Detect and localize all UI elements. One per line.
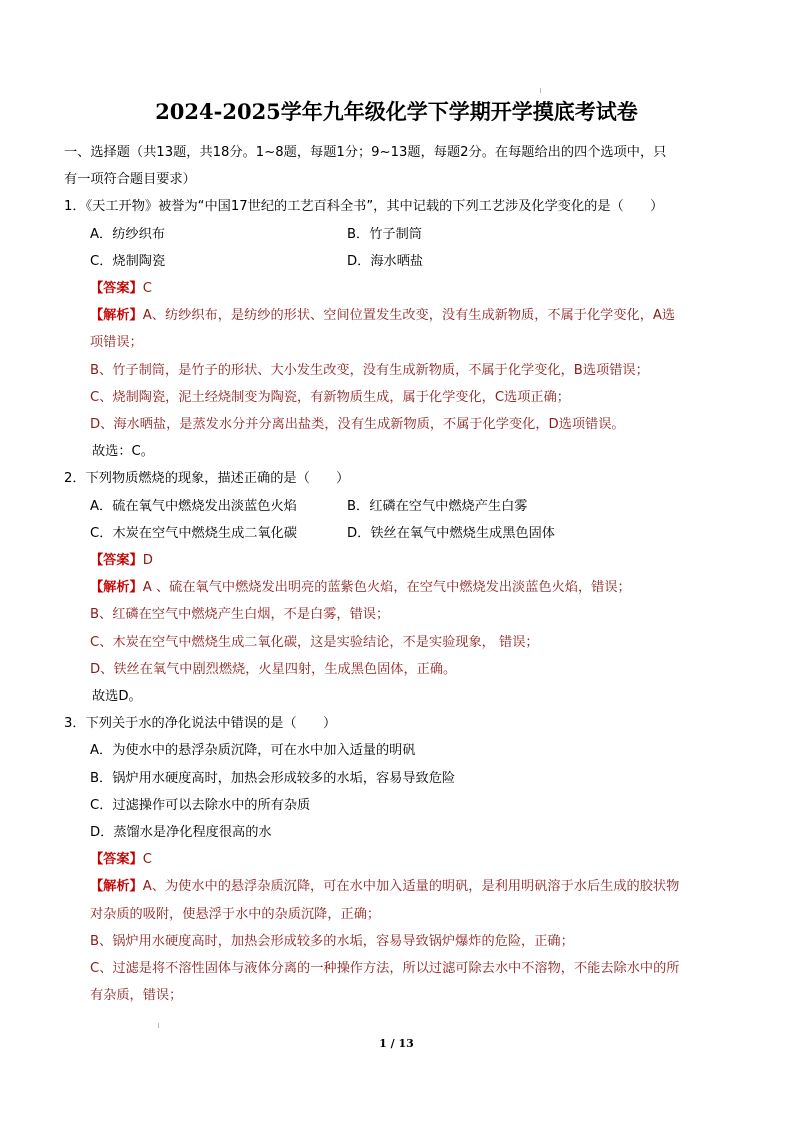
q2-option-b: B．红磷在空气中燃烧产生白雾 (347, 498, 528, 514)
q2-answer-label: 【答案】 (90, 553, 143, 569)
page-number: 1 / 13 (379, 1037, 414, 1050)
q1-analysis-3: C、烧制陶瓷，泥土经烧制变为陶瓷，有新物质生成，属于化学变化，C选项正确； (90, 389, 570, 405)
q3-stem: 3．下列关于水的净化说法中错误的是（ ） (64, 716, 337, 732)
q1-analysis-1b: 项错误； (90, 335, 143, 351)
q3-analysis-1b: 对杂质的吸附，使悬浮于水中的杂质沉降，正确； (90, 906, 381, 922)
q1-option-b: B．竹子制筒 (347, 226, 422, 242)
q3-analysis-3b: 有杂质，错误； (90, 988, 183, 1004)
q2-analysis-1 (64, 574, 734, 601)
q1-conclusion: 故选：C。 (92, 444, 154, 460)
q3-answer-value: C (142, 852, 152, 868)
q1-analysis-4: D、海水晒盐，是蒸发水分并分离出盐类，没有生成新物质，不属于化学变化，D选项错误。 (90, 417, 625, 433)
q3-option-c: C．过滤操作可以去除水中的所有杂质 (90, 797, 311, 813)
q2-analysis-2: B、红磷在空气中燃烧产生白烟，不是白雾，错误； (90, 607, 390, 623)
q1-option-a: A．纺纱织布 (90, 226, 165, 242)
q2-answer-value: D (142, 553, 153, 569)
q3-analysis-text-1: A、为使水中的悬浮杂质沉降，可在水中加入适量的明矾，是利用明矾溶于水后生成的胶状物 (142, 879, 680, 895)
q2-option-d: D．铁丝在氧气中燃烧生成黑色固体 (347, 525, 555, 541)
scan-mark-bottom (158, 1023, 159, 1028)
q1-analysis-1 (64, 302, 734, 329)
q1-answer (64, 275, 734, 302)
q3-answer (64, 846, 734, 873)
q2-stem: 2．下列物质燃烧的现象，描述正确的是（ ） (64, 471, 350, 487)
q3-option-b: B．锅炉用水硬度高时，加热会形成较多的水垢，容易导致危险 (90, 770, 456, 786)
q2-answer (64, 547, 734, 574)
q2-analysis-3: C、木炭在空气中燃烧生成二氧化碳，这是实验结论，不是实验现象， 错误； (90, 634, 539, 650)
q3-answer-label: 【答案】 (90, 852, 143, 868)
q3-analysis-1 (64, 873, 734, 900)
q2-options-row2 (64, 520, 734, 547)
q3-analysis-2: B、锅炉用水硬度高时，加热会形成较多的水垢，容易导致锅炉爆炸的危险，正确； (90, 933, 574, 949)
q2-analysis-4: D、铁丝在氧气中剧烈燃烧，火星四射，生成黑色固体，正确。 (90, 661, 457, 677)
q1-answer-value: C (142, 281, 152, 297)
q2-analysis-text-1: A 、硫在氧气中燃烧发出明亮的蓝紫色火焰，在空气中燃烧发出淡蓝色火焰，错误； (142, 580, 631, 596)
q3-analysis-3: C、过滤是将不溶性固体与液体分离的一种操作方法，所以过滤可除去水中不溶物，不能去除水中的所 (90, 961, 680, 977)
section-heading-line2: 有一项符合题目要求） (64, 172, 196, 188)
q2-conclusion: 故选D。 (92, 689, 142, 705)
q1-answer-label: 【答案】 (90, 281, 143, 297)
q1-option-d: D．海水晒盐 (347, 253, 424, 269)
section-heading-line1: 一、选择题（共13题，共18分。1~8题，每题1分；9~13题，每题2分。在每题给出的四个选项中，只 (64, 145, 667, 160)
q1-options-row2 (64, 248, 734, 275)
scan-mark-top (540, 88, 541, 93)
q1-option-c: C．烧制陶瓷 (90, 253, 166, 269)
q1-options-row1 (64, 221, 734, 248)
q1-stem: 1．《天工开物》被誉为“中国17世纪的工艺百科全书”，其中记载的下列工艺涉及化学变化的是（ ） (64, 199, 664, 215)
q1-analysis-2: B、竹子制筒，是竹子的形状、大小发生改变，没有生成新物质，不属于化学变化，B选项错误； (90, 362, 649, 378)
q3-analysis-label: 【解析】 (90, 879, 143, 895)
page-title: 2024-2025学年九年级化学下学期开学摸底考试卷 (155, 99, 638, 124)
q2-analysis-label: 【解析】 (90, 580, 143, 596)
q1-analysis-text-1: A、纺纱织布，是纺纱的形状、空间位置发生改变，没有生成新物质，不属于化学变化，A选 (142, 308, 676, 324)
q1-analysis-label: 【解析】 (90, 308, 143, 324)
exam-content (64, 139, 734, 1010)
q2-options-row1 (64, 493, 734, 520)
q2-option-c: C．木炭在空气中燃烧生成二氧化碳 (90, 525, 298, 541)
q3-option-d: D．蒸馏水是净化程度很高的水 (90, 825, 272, 841)
q3-option-a: A．为使水中的悬浮杂质沉降，可在水中加入适量的明矾 (90, 743, 416, 759)
q2-option-a: A．硫在氧气中燃烧发出淡蓝色火焰 (90, 498, 297, 514)
